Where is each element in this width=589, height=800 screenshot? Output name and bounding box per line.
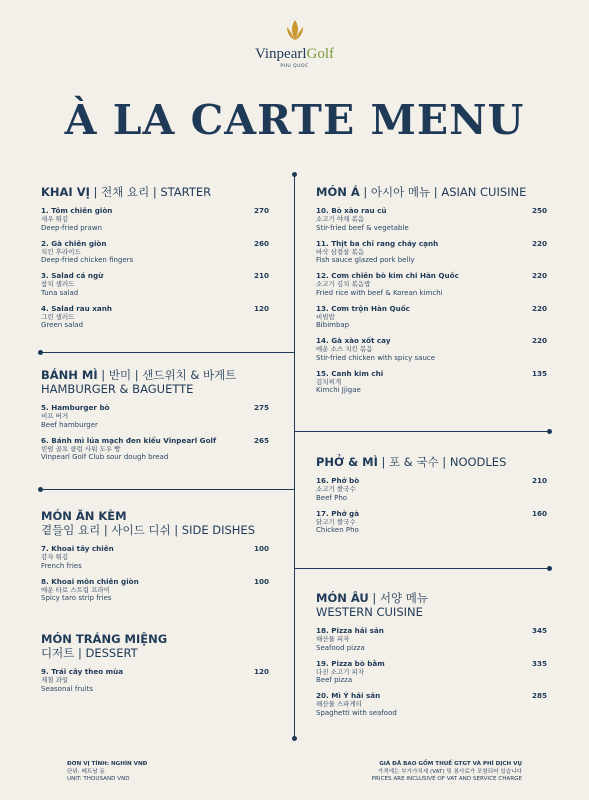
item-name: 10. Bò xào rau củ xyxy=(316,206,387,215)
section-asian xyxy=(316,185,547,401)
item-english: Chicken Pho xyxy=(316,526,359,534)
item-english: French fries xyxy=(41,561,82,570)
item-english: Kimchi Jjigae xyxy=(316,386,361,394)
menu-item xyxy=(316,336,547,363)
item-name: 11. Thịt ba chỉ rang cháy cạnh xyxy=(316,238,439,248)
brand-logo xyxy=(0,18,589,69)
item-name: 15. Canh kim chi xyxy=(316,368,384,378)
item-english: Fried rice with beef & Korean kimchi xyxy=(316,288,443,297)
item-name: 9. Trái cây theo mùa xyxy=(41,667,124,676)
item-name: 2. Gà chiên giòn xyxy=(41,238,107,248)
item-price: 160 xyxy=(531,508,547,518)
section-heading: MÓN ÂU | 서양 메뉴 xyxy=(316,591,429,605)
item-english: Bibimbap xyxy=(316,321,350,329)
menu-item xyxy=(316,626,547,653)
item-korean: 닭고기 쌀국수 xyxy=(316,517,356,526)
item-english: Vinpearl Golf Club sour dough bread xyxy=(41,453,169,461)
menu-item xyxy=(41,544,269,571)
divider-dot xyxy=(38,487,43,492)
menu-item xyxy=(41,667,269,694)
item-korean: 매운 소스 치킨 볶음 xyxy=(316,345,373,353)
menu-item xyxy=(41,403,269,430)
item-korean: 제철 과일 xyxy=(41,676,69,684)
item-korean: 비프 버거 xyxy=(41,412,69,420)
menu-item xyxy=(41,304,269,331)
menu-item xyxy=(41,577,269,604)
item-name: 5. Hamburger bò xyxy=(41,403,110,412)
item-name: 20. Mì Ý hải sản xyxy=(316,691,381,700)
item-name: 8. Khoai môn chiên giòn xyxy=(41,576,139,586)
item-name: 3. Salad cá ngừ xyxy=(41,271,104,280)
menu-item xyxy=(316,691,547,718)
item-korean: 그린 샐러드 xyxy=(41,312,75,321)
menu-item xyxy=(316,206,547,233)
item-english: Deep-fried prawn xyxy=(41,223,103,232)
item-english: Deep-fried chicken fingers xyxy=(41,256,134,264)
item-name: 13. Cơm trộn Hàn Quốc xyxy=(316,303,410,313)
item-korean: 다진 소고기 피자 xyxy=(316,667,365,676)
item-korean: 감자 튀김 xyxy=(41,553,69,561)
item-price: 250 xyxy=(531,206,547,215)
section-heading: KHAI VỊ | 전채 요리 | STARTER xyxy=(41,185,212,199)
item-price: 275 xyxy=(253,403,269,412)
section-western xyxy=(316,591,547,724)
item-english: Stir-fried chicken with spicy sauce xyxy=(316,353,436,362)
item-name: 16. Phở bò xyxy=(316,476,360,485)
item-english: Spicy taro strip fries xyxy=(41,594,112,602)
menu-item xyxy=(316,271,547,298)
item-english: Beef hamburger xyxy=(41,420,98,429)
item-korean: 비빔밥 xyxy=(316,312,335,321)
section-burger xyxy=(41,368,269,468)
item-korean: 소고기 쌀국수 xyxy=(316,485,356,493)
item-korean: 참치 샐러드 xyxy=(41,280,75,288)
section-heading: BÁNH MÌ | 반미 | 샌드위치 & 바게트 xyxy=(41,368,237,382)
item-korean: 소고기 야채 볶음 xyxy=(316,215,365,223)
item-korean: 소고기 김치 볶음밥 xyxy=(316,280,371,288)
item-name: 4. Salad rau xanh xyxy=(41,303,112,313)
menu-item xyxy=(316,476,547,503)
item-price: 260 xyxy=(253,238,269,248)
section-dessert xyxy=(41,632,269,700)
divider-right-2 xyxy=(295,568,549,569)
divider-left-2 xyxy=(40,489,294,490)
menu-item xyxy=(41,239,269,266)
divider-left-1 xyxy=(40,352,294,353)
item-korean: 해산물 스파게티 xyxy=(316,700,363,708)
item-price: 120 xyxy=(253,667,269,676)
menu-item xyxy=(316,239,547,266)
item-english: Beef Pho xyxy=(316,493,348,502)
column-divider xyxy=(294,175,295,738)
section-starter xyxy=(41,185,269,336)
brand-location: PHU QUOC xyxy=(280,64,309,69)
menu-item xyxy=(316,509,547,536)
menu-item xyxy=(316,304,547,331)
item-english: Green salad xyxy=(41,321,84,329)
item-price: 100 xyxy=(253,576,269,586)
divider-dot xyxy=(38,350,43,355)
item-english: Fish sauce glazed pork belly xyxy=(316,256,415,264)
item-name: 12. Cơm chiên bò kim chi Hàn Quốc xyxy=(316,271,459,280)
item-price: 345 xyxy=(531,626,547,635)
item-name: 6. Bánh mì lúa mạch đen kiểu Vinpearl Golf xyxy=(41,435,217,445)
item-price: 135 xyxy=(531,368,547,378)
item-price: 220 xyxy=(531,238,547,248)
section-heading-line2: WESTERN CUISINE xyxy=(316,605,423,619)
item-korean: 빈펄 골프 클럽 사워 도우 빵 xyxy=(41,444,121,453)
item-english: Spaghetti with seafood xyxy=(316,708,397,717)
item-price: 120 xyxy=(253,303,269,313)
item-name: 14. Gà xào xốt cay xyxy=(316,336,391,345)
item-price: 285 xyxy=(531,691,547,700)
menu-item xyxy=(41,206,269,233)
item-korean: 매운 타로 스트립 프라이 xyxy=(41,585,110,594)
item-price: 210 xyxy=(531,476,547,485)
divider-dot xyxy=(547,566,552,571)
section-heading: MÓN Á | 아시아 메뉴 | ASIAN CUISINE xyxy=(316,185,527,199)
section-heading-line2: 곁들임 요리 | 사이드 디쉬 | SIDE DISHES xyxy=(41,523,255,537)
item-english: Stir-fried beef & vegetable xyxy=(316,223,409,232)
item-price: 220 xyxy=(531,303,547,313)
divider-dot xyxy=(547,429,552,434)
section-heading-line2: 디저트 | DESSERT xyxy=(41,646,138,660)
menu-item xyxy=(41,436,269,463)
item-price: 100 xyxy=(253,544,269,553)
item-price: 265 xyxy=(253,435,269,445)
item-price: 210 xyxy=(253,271,269,280)
item-price: 220 xyxy=(531,336,547,345)
item-price: 270 xyxy=(253,206,269,215)
menu-item xyxy=(316,369,547,396)
section-heading-line2: HAMBURGER & BAGUETTE xyxy=(41,382,194,396)
item-name: 7. Khoai tây chiên xyxy=(41,544,114,553)
item-korean: 김치찌개 xyxy=(316,377,342,386)
divider-dot-bottom xyxy=(292,736,297,741)
lotus-logo-icon xyxy=(282,18,308,44)
item-english: Seasonal fruits xyxy=(41,684,93,693)
section-sides xyxy=(41,509,269,609)
page-title: À LA CARTE MENU xyxy=(64,96,525,144)
section-heading: MÓN TRÁNG MIỆNG xyxy=(41,632,168,646)
item-name: 18. Pizza hải sản xyxy=(316,626,384,635)
menu-item xyxy=(41,271,269,298)
menu-item xyxy=(316,659,547,686)
item-korean: 치킨 후라이드 xyxy=(41,247,81,256)
brand-name: VinpearlGolf xyxy=(254,46,335,62)
item-korean: 바삭 삼겹살 볶음 xyxy=(316,247,365,256)
item-english: Seafood pizza xyxy=(316,643,365,652)
divider-right-1 xyxy=(295,431,549,432)
item-korean: 새우 튀김 xyxy=(41,215,69,223)
item-name: 17. Phở gà xyxy=(316,508,360,518)
divider-dot-top xyxy=(292,172,297,177)
item-english: Tuna salad xyxy=(41,288,79,297)
section-heading: MÓN ĂN KÈM xyxy=(41,509,127,523)
section-heading: PHỞ & MÌ | 포 & 국수 | NOODLES xyxy=(316,455,507,469)
item-price: 335 xyxy=(531,658,547,668)
item-english: Beef pizza xyxy=(316,676,353,684)
section-noodles xyxy=(316,455,547,541)
footer-tax-note: GIÁ ĐÃ BAO GỒM THUẾ GTGT VÀ PHÍ DỊCH VỤ 가격에는 부가가치세 (VAT) 및 봉사료가 포함되어 있습니다 PRICES ARE INCLUSIVE OF VAT AND SERVICE CHARGE xyxy=(371,761,522,782)
item-name: 1. Tôm chiên giòn xyxy=(41,206,113,215)
item-name: 19. Pizza bò bằm xyxy=(316,658,385,668)
footer-unit: ĐƠN VỊ TÍNH: NGHÌN VNĐ 단위: 베트남 동 UNIT: THOUSAND VND xyxy=(67,761,148,782)
item-price: 220 xyxy=(531,271,547,280)
item-korean: 해산물 피자 xyxy=(316,635,350,643)
